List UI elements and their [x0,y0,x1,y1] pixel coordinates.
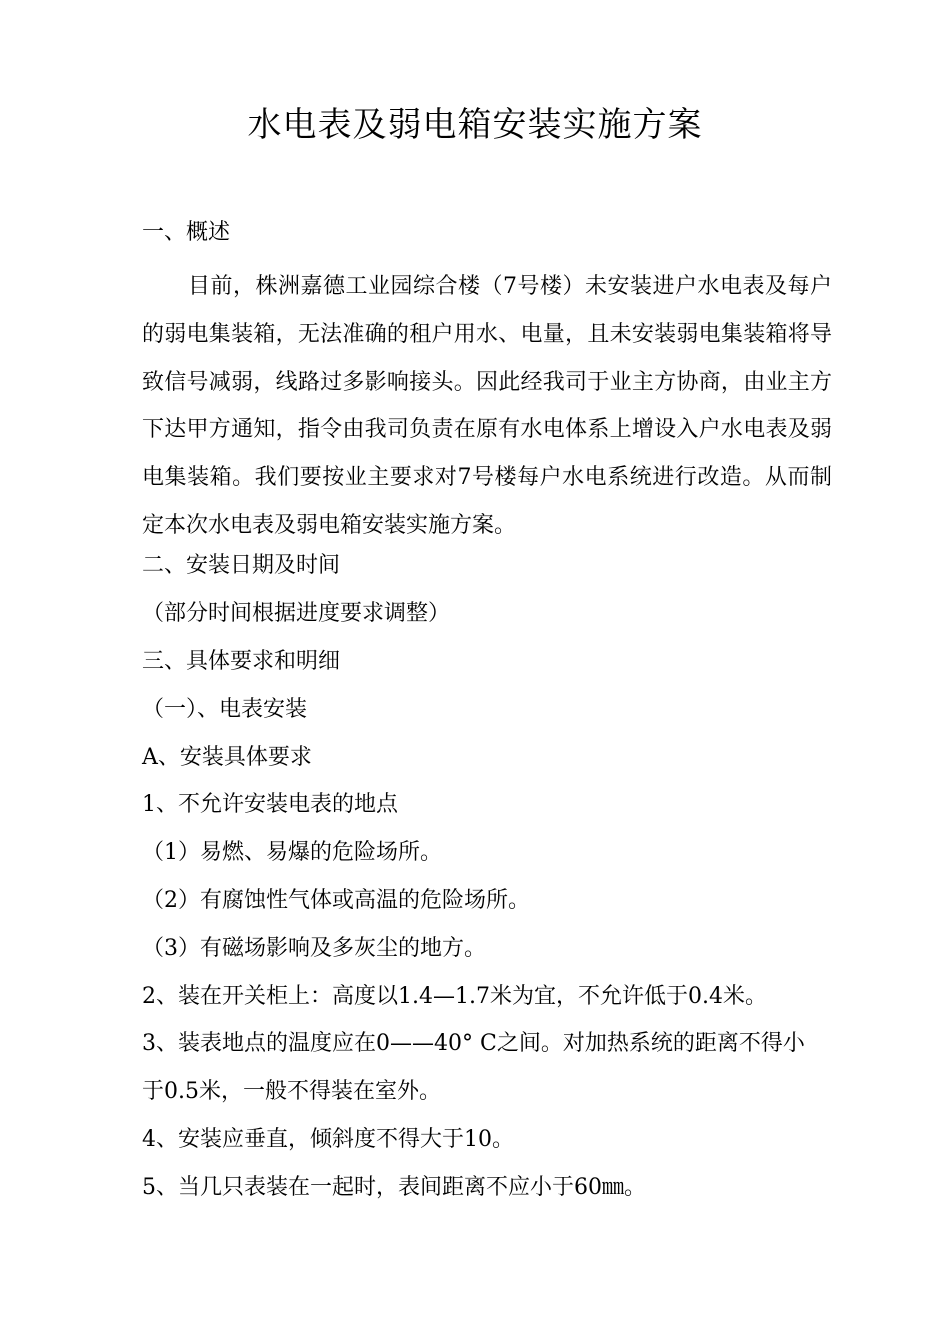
list-item: （2）有腐蚀性气体或高温的危险场所。 [142,888,530,913]
section-heading-overview: 一、概述 [142,220,231,245]
list-item: 3、装表地点的温度应在0——40° C之间。对加热系统的距离不得小 [142,1031,805,1056]
list-item: （1）易燃、易爆的危险场所。 [142,840,442,865]
list-item: 1、不允许安装电表的地点 [142,792,398,817]
list-item: 2、装在开关柜上：高度以1.4—1.7米为宜，不允许低于0.4米。 [142,984,767,1009]
schedule-note: （部分时间根据进度要求调整） [142,601,451,626]
document-title: 水电表及弱电箱安装实施方案 [247,105,703,145]
list-item: （3）有磁场影响及多灰尘的地方。 [142,936,486,961]
list-item: 于0.5米，一般不得装在室外。 [142,1079,441,1104]
section-heading-schedule: 二、安装日期及时间 [142,553,341,578]
overview-paragraph: 目前，株洲嘉德工业园综合楼（7号楼）未安装进户水电表及每户的弱电集装箱，无法准确的租户用水、电量，且未安装弱电集装箱将导致信号减弱，线路过多影响接头。因此经我司于业主方协商，由业主方下达甲方通知，指令由我司负责在原有水电体系上增设入户水电表及弱电集装箱。我们要按业主要求对7号楼每户水电系统进行改造。从而制定本次水电表及弱电箱安装实施方案。 [142,274,832,538]
subsection-heading-meter-install: （一）、电表安装 [142,697,308,722]
list-item: 5、当几只表装在一起时，表间距离不应小于60㎜。 [142,1175,646,1200]
list-item: 4、安装应垂直，倾斜度不得大于10。 [142,1127,514,1152]
section-heading-requirements: 三、具体要求和明细 [142,649,341,674]
part-a-heading: A、安装具体要求 [142,745,312,770]
